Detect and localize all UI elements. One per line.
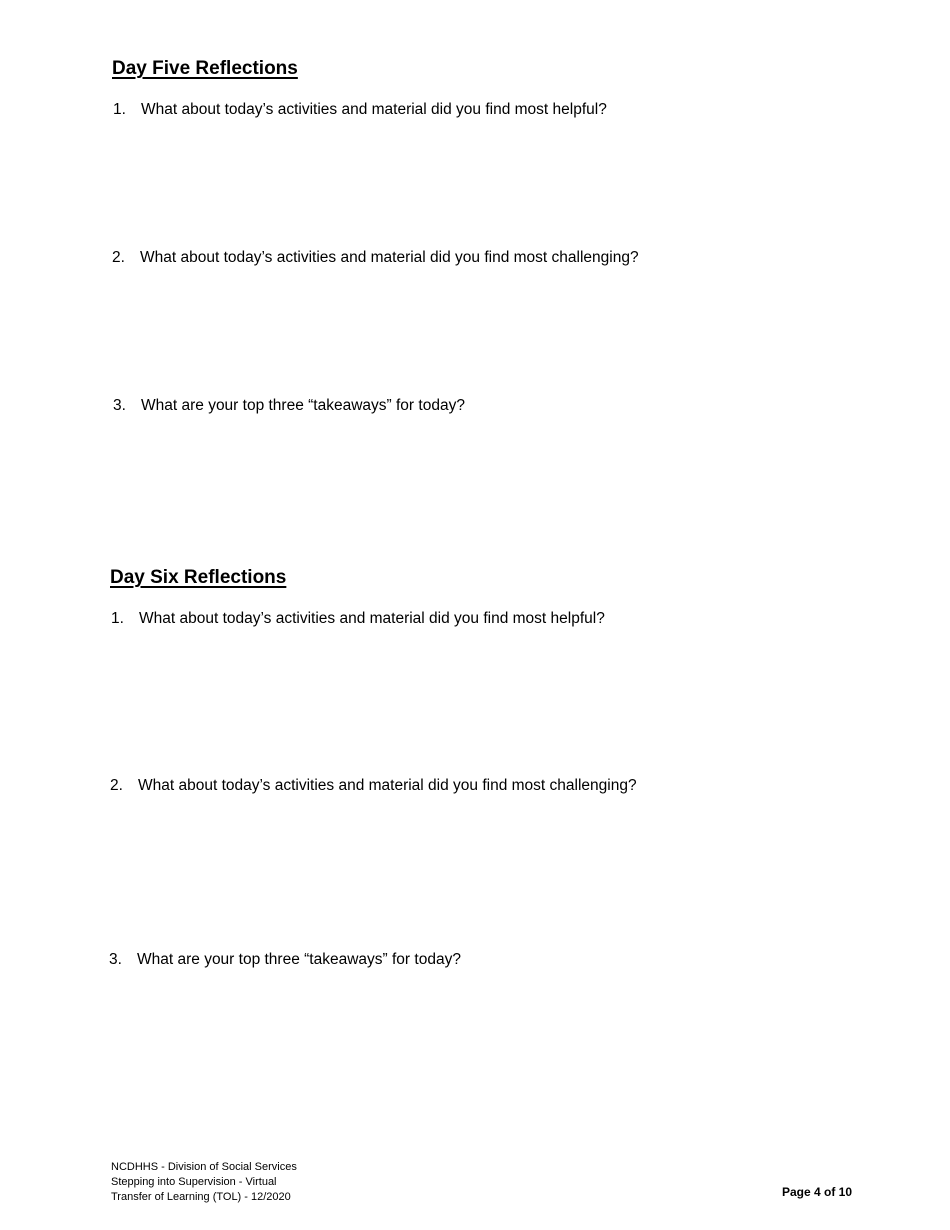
question-item — [110, 776, 637, 796]
question-item — [109, 950, 461, 970]
footer-line-course: Stepping into Supervision - Virtual — [111, 1176, 277, 1188]
question-text: What about today’s activities and material did you find most challenging? — [138, 777, 637, 794]
question-text: What about today’s activities and material did you find most challenging? — [140, 249, 639, 266]
question-item — [111, 609, 605, 629]
question-number: 2. — [110, 777, 123, 794]
question-item — [112, 248, 639, 268]
page-number: Page 4 of 10 — [781, 1185, 852, 1199]
question-text: What about today’s activities and material did you find most helpful? — [139, 610, 605, 627]
footer-line-document: Transfer of Learning (TOL) - 12/2020 — [111, 1191, 291, 1203]
question-text: What are your top three “takeaways” for today? — [137, 951, 461, 968]
section-heading-day-five: Day Five Reflections — [112, 58, 298, 79]
question-item — [113, 396, 465, 416]
question-number: 3. — [113, 397, 126, 414]
question-text: What about today’s activities and material did you find most helpful? — [141, 101, 607, 118]
question-text: What are your top three “takeaways” for today? — [141, 397, 465, 414]
section-heading-day-six: Day Six Reflections — [110, 567, 287, 588]
footer-info — [111, 1160, 297, 1205]
question-number: 2. — [112, 249, 125, 266]
question-number: 3. — [109, 951, 122, 968]
footer-line-organization: NCDHHS - Division of Social Services — [111, 1161, 297, 1173]
question-number: 1. — [113, 101, 126, 118]
question-item — [113, 100, 607, 120]
question-number: 1. — [111, 610, 124, 627]
